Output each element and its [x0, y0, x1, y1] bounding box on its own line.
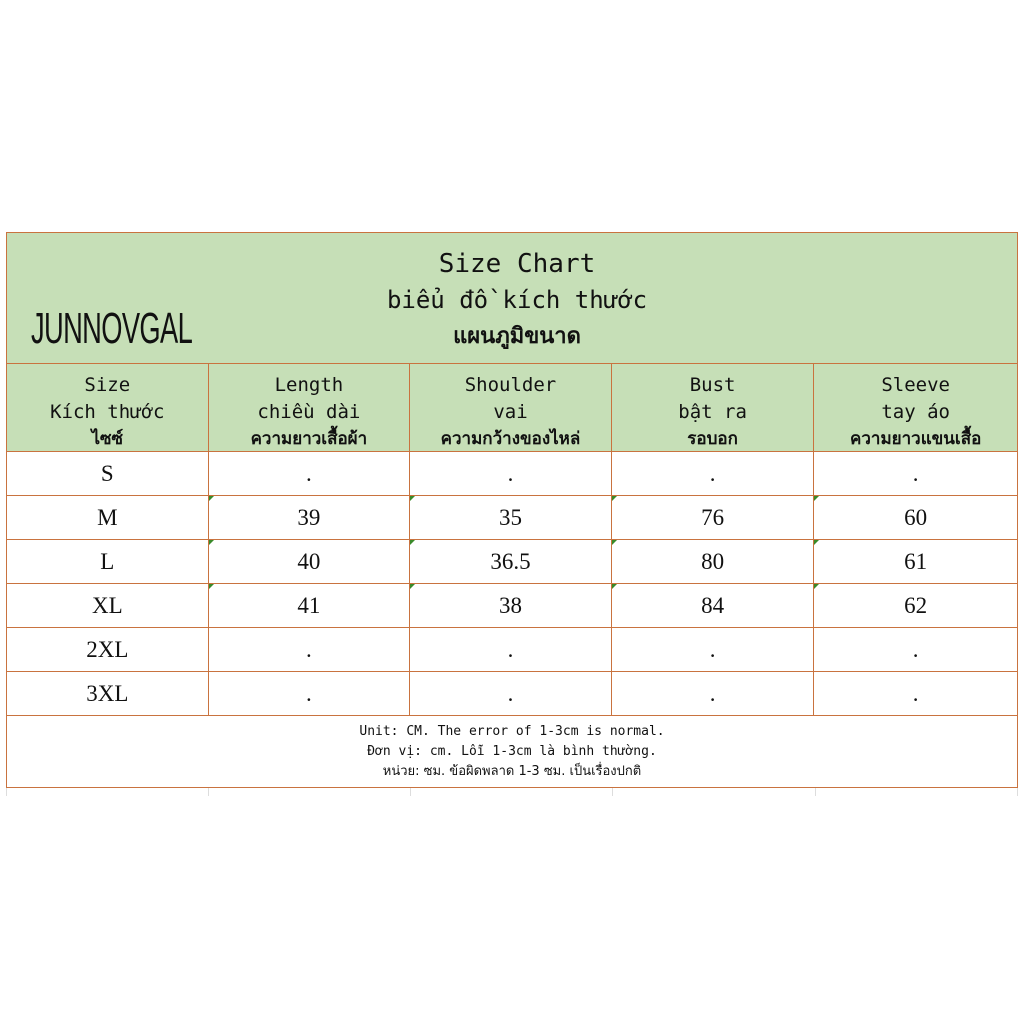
bust-cell: 80 — [612, 540, 815, 583]
footer-note — [7, 716, 1017, 787]
bust-cell: . — [612, 672, 815, 715]
size-cell: L — [7, 540, 209, 583]
footer-note-vi: Đơn vị: cm. Lỗi 1-3cm là bình thường. — [367, 744, 657, 759]
size-cell: 3XL — [7, 672, 209, 715]
sleeve-cell: 62 — [814, 584, 1017, 627]
table-body — [7, 452, 1017, 716]
column-header-row — [7, 364, 1017, 452]
length-cell: 40 — [209, 540, 411, 583]
shoulder-cell: . — [410, 628, 612, 671]
column-label-vi: Kích thước — [50, 401, 165, 423]
shoulder-cell: . — [410, 452, 612, 495]
column-label-vi: chiều dài — [257, 401, 361, 423]
table-row — [7, 496, 1017, 540]
column-label-th: ความยาวเสื้อผ้า — [250, 429, 368, 449]
column-label-en: Shoulder — [464, 374, 557, 396]
shoulder-cell: . — [410, 672, 612, 715]
grid-line-remnant — [6, 788, 7, 796]
column-header-size — [7, 364, 209, 451]
column-label-vi: tay áo — [881, 401, 950, 423]
sleeve-cell: . — [912, 637, 919, 662]
length-cell: 41 — [209, 584, 411, 627]
length-cell: . — [209, 628, 411, 671]
size-cell: M — [7, 496, 209, 539]
bust-cell: . — [612, 628, 815, 671]
footer-note-th: หน่วย: ซม. ข้อผิดพลาด 1-3 ซม. เป็นเรื่องปกติ — [382, 764, 642, 779]
chart-header — [7, 233, 1017, 364]
table-row — [7, 672, 1017, 716]
length-cell: 39 — [209, 496, 411, 539]
sleeve-cell: 60 — [814, 496, 1017, 539]
column-label-en: Bust — [689, 374, 736, 396]
grid-line-remnant — [815, 788, 816, 796]
size-chart-table — [6, 232, 1018, 788]
column-header-sleeve — [814, 364, 1017, 451]
column-label-en: Length — [274, 374, 344, 396]
column-label-vi: bật ra — [678, 401, 747, 423]
column-header-shoulder — [410, 364, 612, 451]
table-row — [7, 452, 1017, 496]
length-cell: . — [209, 672, 411, 715]
sleeve-cell: 61 — [814, 540, 1017, 583]
column-header-bust — [612, 364, 815, 451]
title-block — [307, 247, 727, 355]
table-row — [7, 540, 1017, 584]
sleeve-cell: . — [912, 681, 919, 706]
grid-line-remnant — [612, 788, 613, 796]
bust-cell: . — [612, 452, 815, 495]
brand-logo: JUNNOVGAL — [31, 304, 193, 353]
size-cell: XL — [7, 584, 209, 627]
bust-cell: 76 — [612, 496, 815, 539]
title-vi: biểu đồ kích thước — [386, 286, 648, 314]
grid-line-remnant — [1017, 788, 1018, 796]
column-label-th: ไซซ์ — [91, 429, 124, 449]
column-label-th: รอบอก — [687, 429, 738, 449]
size-cell: 2XL — [7, 628, 209, 671]
table-row — [7, 584, 1017, 628]
title-th: แผนภูมิขนาด — [453, 324, 581, 349]
column-label-vi: vai — [493, 401, 528, 423]
footer-note-en: Unit: CM. The error of 1-3cm is normal. — [359, 724, 665, 739]
column-label-en: Size — [84, 374, 131, 396]
shoulder-cell: 35 — [410, 496, 612, 539]
table-row — [7, 628, 1017, 672]
grid-line-remnant — [410, 788, 411, 796]
column-label-en: Sleeve — [881, 374, 950, 396]
length-cell: . — [209, 452, 411, 495]
shoulder-cell: 36.5 — [410, 540, 612, 583]
column-label-th: ความยาวแขนเสื้อ — [850, 429, 982, 449]
size-cell: S — [7, 452, 209, 495]
title-en: Size Chart — [438, 249, 596, 279]
column-label-th: ความกว้างของไหล่ — [440, 429, 581, 449]
column-header-length — [209, 364, 411, 451]
bust-cell: 84 — [612, 584, 815, 627]
shoulder-cell: 38 — [410, 584, 612, 627]
sleeve-cell: . — [912, 461, 919, 486]
grid-line-remnant — [208, 788, 209, 796]
